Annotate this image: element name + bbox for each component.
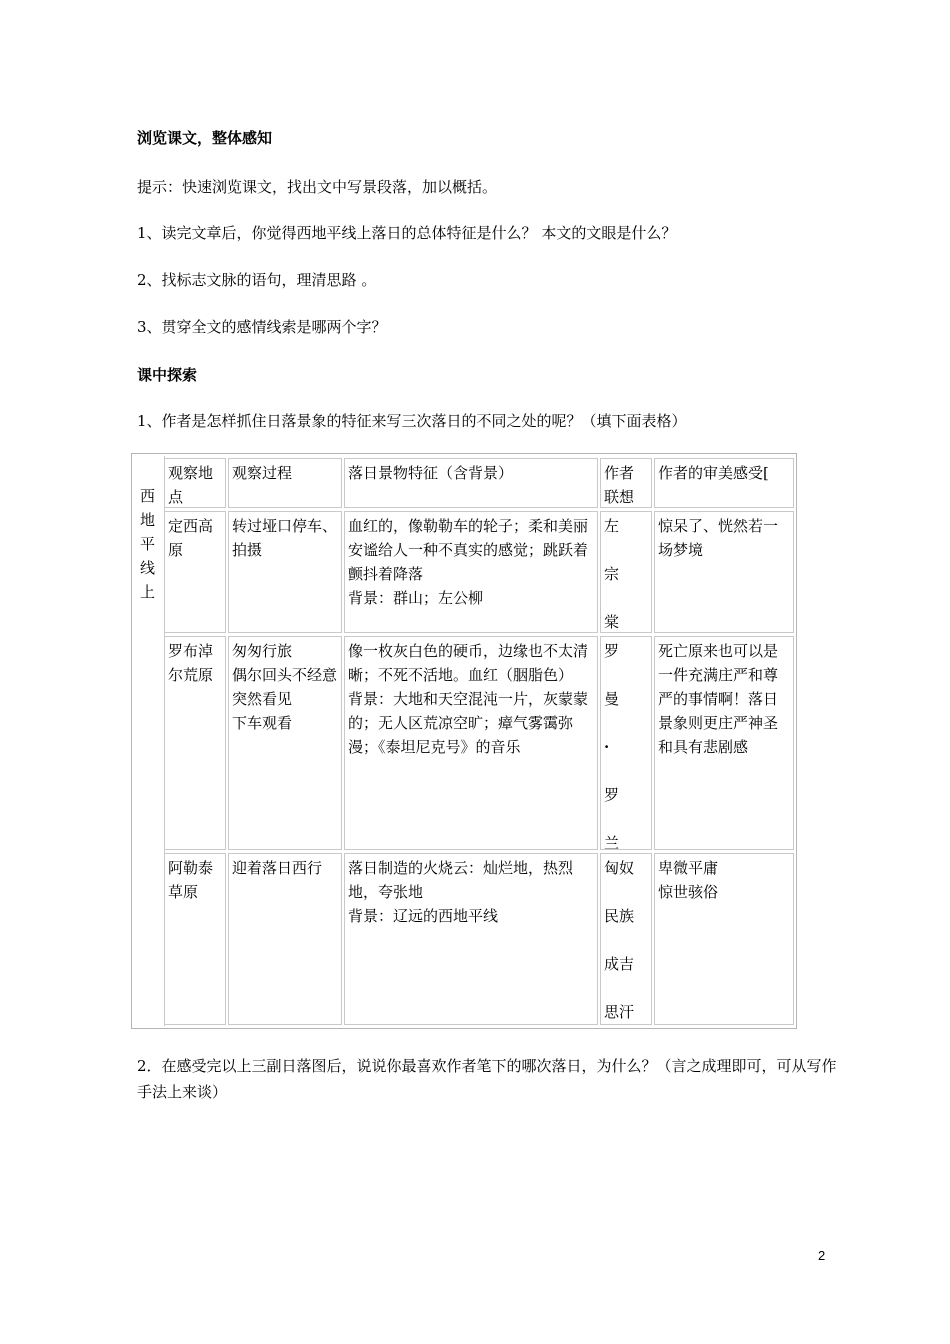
row3-feeling-line: 卑微平庸 bbox=[658, 859, 719, 877]
row2-assoc-char: 罗 bbox=[604, 786, 620, 804]
header-feeling: 作者的审美感受[ bbox=[654, 458, 794, 508]
row2-process bbox=[228, 636, 342, 850]
header-feature: 落日景物特征（含背景） bbox=[344, 458, 598, 508]
row1-assoc-char: 宗 bbox=[604, 565, 620, 583]
row3-feeling-line: 惊世骇俗 bbox=[658, 883, 719, 901]
row1-assoc-char: 棠 bbox=[604, 613, 620, 631]
row3-background: 背景：辽远的西地平线 bbox=[348, 907, 499, 925]
sunset-table bbox=[131, 453, 797, 1029]
row1-feature-cell bbox=[344, 511, 598, 633]
task-1: 1、作者是怎样抓住日落景象的特征来写三次落日的不同之处的呢？（填下面表格） bbox=[137, 412, 687, 430]
question-1: 1、读完文章后，你觉得西地平线上落日的总体特征是什么？ 本文的文眼是什么？ bbox=[137, 224, 677, 242]
row1-feature: 血红的，像勒勒车的轮子；柔和美丽安谧给人一种不真实的感觉；跳跃着颤抖着降落 bbox=[348, 517, 589, 583]
row2-assoc-char: 罗 bbox=[604, 642, 620, 660]
header-place: 观察地点 bbox=[164, 458, 226, 508]
row1-association bbox=[600, 511, 652, 633]
row1-background: 背景：群山；左公柳 bbox=[348, 589, 484, 607]
row2-feature: 像一枚灰白色的硬币，边缘也不太清晰；不死不活地。血红（胭脂色） bbox=[348, 642, 589, 684]
row3-association bbox=[600, 853, 652, 1025]
row2-assoc-char: 曼 bbox=[604, 690, 620, 708]
header-association: 作者联想 bbox=[600, 458, 652, 508]
row3-feature: 落日制造的火烧云：灿烂地，热烈地，夸张地 bbox=[348, 859, 574, 901]
row1-assoc-char: 左 bbox=[604, 517, 620, 535]
row2-assoc-char: 兰 bbox=[604, 834, 620, 850]
row2-process-line: 匆匆行旅 bbox=[232, 642, 293, 660]
row3-assoc-line: 成吉 bbox=[604, 955, 635, 973]
header-process: 观察过程 bbox=[228, 458, 342, 508]
question-3: 3、贯穿全文的感情线索是哪两个字？ bbox=[137, 318, 387, 336]
hint-text: 提示：快速浏览课文，找出文中写景段落，加以概括。 bbox=[137, 178, 498, 196]
section-title-browse: 浏览课文，整体感知 bbox=[137, 129, 273, 147]
row3-assoc-line: 匈奴 bbox=[604, 859, 635, 877]
row3-process: 迎着落日西行 bbox=[228, 853, 342, 1025]
row3-feature-cell bbox=[344, 853, 598, 1025]
row1-feeling: 惊呆了、恍然若一场梦境 bbox=[654, 511, 794, 633]
page-number: 2 bbox=[818, 1248, 826, 1263]
row3-assoc-line: 民族 bbox=[604, 907, 635, 925]
row3-assoc-line: 思汗 bbox=[604, 1003, 635, 1021]
row2-feeling: 死亡原来也可以是一件充满庄严和尊严的事情啊！落日景象则更庄严神圣和具有悲剧感 bbox=[654, 636, 794, 850]
row2-assoc-char: · bbox=[604, 738, 610, 756]
row2-process-line: 突然看见 bbox=[232, 690, 293, 708]
row2-process-line: 偶尔回头不经意 bbox=[232, 666, 338, 684]
row2-place: 罗布淖尔荒原 bbox=[164, 636, 226, 850]
row2-association bbox=[600, 636, 652, 850]
row3-place: 阿勒泰草原 bbox=[164, 853, 226, 1025]
row2-background: 背景：大地和天空混沌一片，灰蒙蒙的；无人区荒凉空旷；瘴气雾霭弥漫；《泰坦尼克号》的音乐 bbox=[348, 690, 589, 756]
row3-feeling bbox=[654, 853, 794, 1025]
side-label: 西地平线上 bbox=[140, 487, 156, 601]
row2-feature-cell bbox=[344, 636, 598, 850]
row1-place: 定西高原 bbox=[164, 511, 226, 633]
row2-process-line: 下车观看 bbox=[232, 714, 293, 732]
question-2: 2、找标志文脉的语句，理清思路 。 bbox=[137, 271, 377, 289]
side-label-cell bbox=[134, 456, 165, 1026]
task-2: 2．在感受完以上三副日落图后，说说你最喜欢作者笔下的哪次落日，为什么？（言之成理即可，可从写作手法上来谈） bbox=[137, 1057, 837, 1101]
row1-process: 转过垭口停车、拍摄 bbox=[228, 511, 342, 633]
section-title-explore: 课中探索 bbox=[137, 366, 198, 384]
